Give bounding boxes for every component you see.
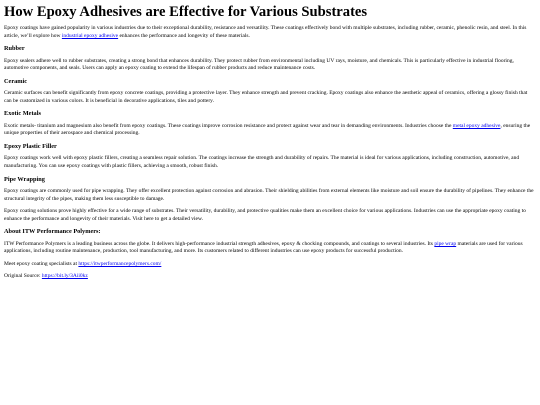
source-paragraph: [4, 273, 536, 281]
plastic-filler-heading: Epoxy Plastic Filler: [4, 142, 57, 150]
page-title: How Epoxy Adhesives are Effective for Various Substrates: [4, 4, 368, 20]
meet-text: Meet epoxy coating specialists at: [4, 260, 79, 267]
ceramic-heading: Ceramic: [4, 77, 28, 85]
pipe-wrapping-heading: Pipe Wrapping: [4, 175, 45, 183]
intro-text-end: enhances the performance and longevity of these materials.: [118, 32, 250, 39]
company-website-link[interactable]: https://itwperformancepolymers.com/: [78, 260, 162, 267]
source-text: Original Source:: [4, 273, 42, 280]
metals-text: Exotic metals- titanium and magnesium also benefit from epoxy coatings. These coatings improve corrosion resistance and protect against wear and tear in demanding environments. Industries choose the: [4, 122, 453, 129]
pipe-wrap-link[interactable]: pipe wrap: [434, 240, 457, 247]
intro-paragraph: [4, 25, 536, 40]
exotic-metals-heading: Exotic Metals: [4, 110, 41, 118]
about-paragraph: [4, 241, 536, 256]
about-heading: About ITW Performance Polymers:: [4, 228, 101, 236]
intro-text: Epoxy coatings have gained popularity in various industries due to their exceptional durability, resistance and versatility. These coatings effectively bond with multiple substrates, including rubber, ceramic, phenolic resin, and steel. In this article, we’ll explore how: [4, 25, 527, 39]
exotic-metals-paragraph: [4, 123, 536, 138]
original-source-link[interactable]: https://bit.ly/3Aii0kz: [41, 273, 88, 280]
meet-paragraph: [4, 261, 536, 269]
rubber-heading: Rubber: [4, 45, 25, 53]
plastic-filler-paragraph: Epoxy coatings work well with epoxy plastic fillers, creating a seamless repair solution. The coatings increase the strength and durability of repairs. The material is ideal for various applications, including construction, automotive, and manufacturing. You can use epoxy coatings with plastic fillers, achieving a smooth, robust finish.: [4, 155, 520, 170]
pipe-wrapping-paragraph: Epoxy coatings are commonly used for pipe wrapping. They offer excellent protection against corrosion and abrasion. Their shielding abilities from external elements like moisture and soil ensure the durability of pipelines. They enhance the structural integrity of the pipes, making them less susceptible to damage.: [4, 187, 534, 202]
metal-epoxy-adhesive-link[interactable]: metal epoxy adhesive: [452, 122, 501, 129]
rubber-paragraph: Epoxy sealers adhere well to rubber substrates, creating a strong bond that enhances durability. They protect rubber from environmental including UV rays, moisture, and chemicals. This is particularly effective in industrial flooring, automotive components, and seals. Users can apply an epoxy coating to extend the lifespan of rubber products and reduce maintenance costs.: [4, 57, 514, 72]
metals-text-end: , ensuring the unique properties of their aerospace and chemical processing.: [4, 122, 531, 137]
summary-paragraph: Epoxy coating solutions prove highly effective for a wide range of substrates. Their versatility, durability, and protective qualities make them an excellent choice for various applications. Industries can use the appropriate epoxy coating to enhance the performance and longevity of their materials. Visit here to get a detailed view.: [4, 208, 526, 222]
about-text: ITW Performance Polymers is a leading business across the globe. It delivers high-performance industrial strength adhesives, epoxy & chocking compounds, and coatings to several industries. Its: [4, 240, 435, 247]
industrial-epoxy-adhesive-link[interactable]: industrial epoxy adhesive: [61, 32, 119, 39]
about-text-end: materials are used for various applications, including routine maintenance, production, tool manufacturing, and more. Its customers related to different industries can use epoxy products for successful production.: [4, 240, 523, 255]
ceramic-paragraph: Ceramic surfaces can benefit significantly from epoxy concrete coatings, providing a protective layer. They enhance strength and prevent cracking. Epoxy coatings also enhance the aesthetic appeal of ceramics, offering a glossy finish that can be customized in various colors. It is beneficial in decorative applications, tiles and pottery.: [4, 90, 528, 104]
